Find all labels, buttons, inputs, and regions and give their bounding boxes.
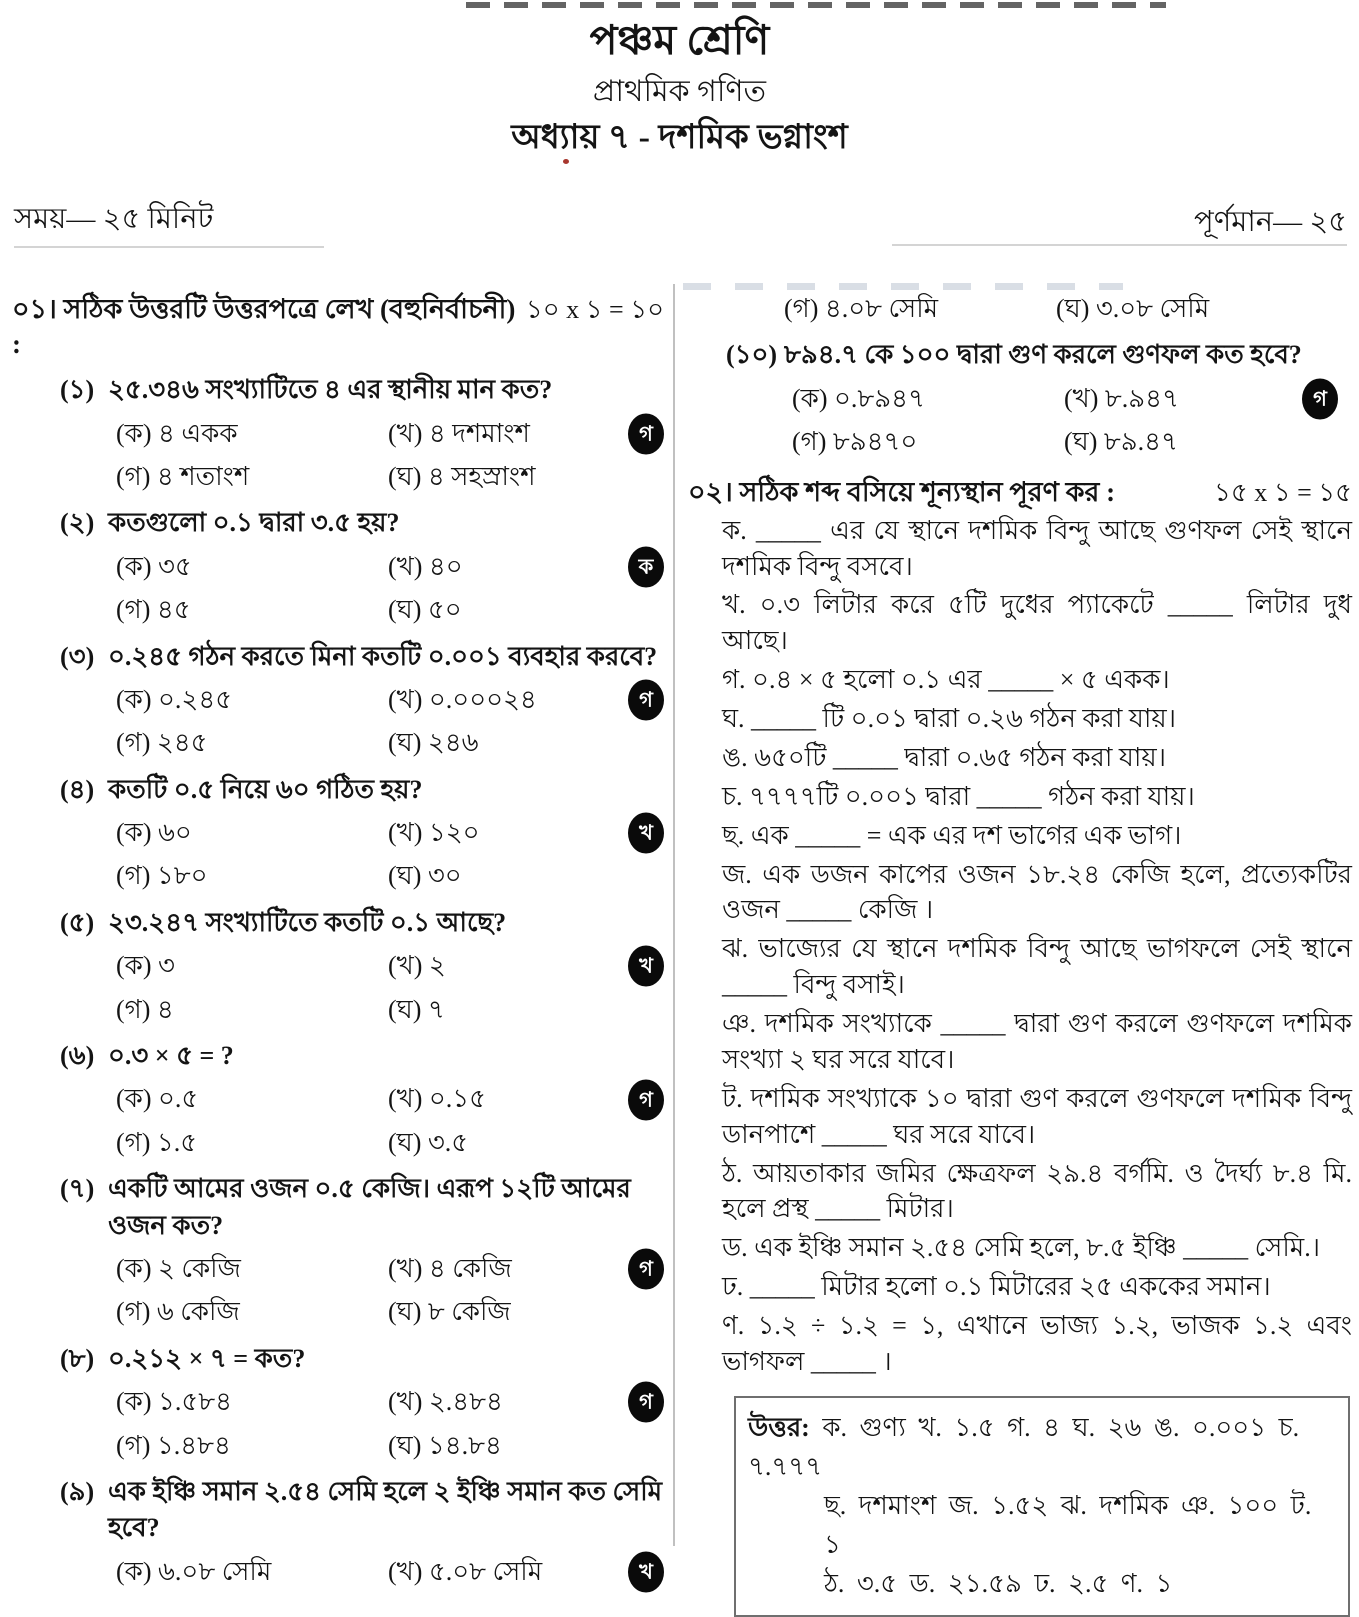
options-row (792, 381, 1352, 417)
answer-key-box (734, 1396, 1350, 1617)
scan-artifact-red-dot (563, 159, 569, 164)
answer-line: ঠ. ৩.৫ ড. ২১.৫৯ ঢ. ২.৫ ণ. ১ (824, 1568, 1173, 1598)
fill-item-ka: ক. _____ এর যে স্থানে দশমিক বিন্দু আছে গুণফল সেই স্থানে দশমিক বিন্দু বসবে। (722, 515, 1352, 581)
question-number: (৪) (60, 774, 95, 804)
section2-heading-row (688, 475, 1352, 510)
answer-badge: গ (628, 680, 664, 721)
options-row (116, 1554, 664, 1590)
options-row (116, 592, 664, 628)
fill-item-dha: ঢ. _____ মিটার হলো ০.১ মিটারের ২৫ এককের সমান। (722, 1272, 1271, 1302)
option: (ঘ) ৪ সহস্রাংশ (388, 461, 536, 491)
question-2 (12, 505, 664, 628)
answer-badge: গ (628, 1079, 664, 1120)
option: (গ) ১.৫ (116, 1127, 198, 1157)
answer-badge: গ (628, 1382, 664, 1423)
option: (ঘ) ৩০ (388, 861, 462, 891)
option: (খ) ১২০ (388, 818, 480, 848)
question-number: (৬) (60, 1041, 95, 1071)
option: (খ) ৮.৯৪৭ (1064, 383, 1179, 413)
right-column (688, 289, 1352, 1617)
fill-item-tha: ঠ. আয়তাকার জমির ক্ষেত্রফল ২৯.৪ বর্গমি. ও দৈর্ঘ্য ৮.৪ মি. হলে প্রস্থ _____ মিটার। (722, 1158, 1352, 1224)
question-text: কতটি ০.৫ নিয়ে ৬০ গঠিত হয়? (108, 774, 423, 804)
option: (ক) ৪ একক (116, 418, 238, 448)
options-row (116, 549, 664, 585)
option: (ক) ৩৫ (116, 551, 192, 581)
options-row (116, 1294, 664, 1330)
question-number: (৭) (60, 1174, 95, 1204)
option: (ক) ০.৫ (116, 1084, 199, 1114)
question-number: (১০) (726, 340, 778, 370)
option: (ঘ) ৮৯.৪৭ (1064, 427, 1178, 457)
section1-heading-row (12, 292, 664, 362)
question-5 (12, 905, 664, 1028)
option: (ক) ৩ (116, 951, 175, 981)
option: (ঘ) ৩.০৮ সেমি (1056, 294, 1210, 323)
section2-marks: ১৫ x ১ = ১৫ (1213, 477, 1352, 507)
question-3 (12, 639, 664, 762)
question-number: (৯) (60, 1476, 95, 1506)
options-row (116, 1428, 664, 1464)
option: (ক) ২ কেজি (116, 1254, 241, 1283)
question-text: কতগুলো ০.১ দ্বারা ৩.৫ হয়? (108, 508, 400, 538)
answer-line (748, 1408, 1336, 1486)
answer-badge: গ (628, 1249, 664, 1290)
fill-item-na: ণ. ১.২ ÷ ১.২ = ১, এখানে ভাজ্য ১.২, ভাজক ১.২ এবং ভাগফল _____ । (722, 1311, 1352, 1376)
fill-item-ja: জ. এক ডজন কাপের ওজন ১৮.২৪ কেজি হলে, প্রত্যেকটির ওজন _____ কেজি । (722, 859, 1352, 925)
fill-item-jha: ঝ. ভাজ্যের যে স্থানে দশমিক বিন্দু আছে ভাগফলে সেই স্থানে _____ বিন্দু বসাই। (722, 934, 1352, 1000)
options-row (116, 1251, 664, 1287)
option: (খ) ৪ কেজি (388, 1254, 512, 1283)
option: (ক) ০.২৪৫ (116, 684, 233, 714)
right-underline (892, 244, 1347, 246)
fill-item-kha: খ. ০.৩ লিটার করে ৫টি দুধের প্যাকেটে _____ লিটার দুধ আছে। (722, 590, 1352, 656)
column-divider (673, 284, 675, 1546)
mcq-section (12, 292, 664, 1590)
fill-item-chha: ছ. এক _____ = এক এর দশ ভাগের এক ভাগ। (722, 820, 1182, 850)
options-row (116, 1384, 664, 1420)
fill-item-da: ড. এক ইঞ্চি সমান ২.৫৪ সেমি হলে, ৮.৫ ইঞ্চি _____ সেমি.। (722, 1233, 1321, 1263)
fill-item-ga: গ. ০.৪ × ৫ হলো ০.১ এর _____ × ৫ একক। (722, 665, 1170, 695)
option: (খ) ৪ দশমাংশ (388, 418, 530, 448)
question-text: এক ইঞ্চি সমান ২.৫৪ সেমি হলে ২ ইঞ্চি সমান কত সেমি হবে? (108, 1476, 663, 1543)
answer-badge: গ (1302, 378, 1338, 419)
option: (ঘ) ৮ কেজি (388, 1297, 511, 1327)
answer-badge: খ (628, 946, 664, 987)
options-row (116, 815, 664, 851)
option: (খ) ০.১৫ (388, 1084, 487, 1114)
option: (ক) ১.৫৮৪ (116, 1387, 232, 1417)
options-row (116, 948, 664, 984)
option: (খ) ২ (388, 951, 446, 981)
option: (ঘ) ৩.৫ (388, 1127, 469, 1157)
question-8 (12, 1341, 664, 1464)
page-header (0, 16, 1359, 159)
question-number: (৩) (60, 641, 95, 671)
full-marks: পূর্ণমান— ২৫ (1194, 206, 1347, 238)
fill-item-cha: চ. ৭৭৭৭টি ০.০০১ দ্বারা _____ গঠন করা যায়। (722, 781, 1195, 811)
options-row (116, 725, 664, 761)
option: (গ) ৪ (116, 994, 174, 1024)
option: (গ) ৬ কেজি (116, 1297, 240, 1327)
option: (গ) ১৮০ (116, 861, 208, 891)
option: (গ) ২৪৫ (116, 728, 208, 758)
option: (ক) ৬.০৮ সেমি (116, 1556, 272, 1586)
answer-badge: খ (628, 1551, 664, 1592)
section1-title: ০১। সঠিক উত্তরটি উত্তরপত্রে লেখ (বহুনির্বাচনী) : (12, 294, 516, 360)
options-row (116, 459, 664, 495)
section1-marks: ১০ x ১ = ১০ (525, 295, 664, 324)
option: (খ) ২.৪৮৪ (388, 1387, 503, 1417)
answer-values: ক. গুণ্য খ. ১.৫ গ. ৪ ঘ. ২৬ ঙ. ০.০০১ চ. ৭.৭৭৭ (748, 1412, 1300, 1481)
option: (ক) ০.৮৯৪৭ (792, 383, 925, 413)
scan-artifact-top-dashes (466, 2, 1166, 8)
question-1 (12, 372, 664, 495)
question-7 (12, 1171, 664, 1331)
option: (ঘ) ২৪৬ (388, 728, 479, 758)
fill-item-uma: ঙ. ৬৫০টি _____ দ্বারা ০.৬৫ গঠন করা যায়। (722, 742, 1166, 772)
option: (খ) ০.০০০২৪ (388, 684, 537, 714)
question-text: ০.২১২ × ৭ = কত? (108, 1343, 306, 1373)
time-allowed: সময়— ২৫ মিনিট (14, 203, 214, 235)
option: (খ) ৪০ (388, 551, 463, 581)
option: (গ) ১.৪৮৪ (116, 1430, 231, 1460)
answer-badge: ক (628, 546, 664, 587)
option: (গ) ৪ শতাংশ (116, 461, 250, 491)
options-row (116, 682, 664, 718)
fill-item-gha: ঘ. _____ টি ০.০১ দ্বারা ০.২৬ গঠন করা যায়। (722, 704, 1177, 734)
options-row (116, 416, 664, 452)
option: (গ) ৮৯৪৭০ (792, 427, 918, 457)
question-text: একটি আমের ওজন ০.৫ কেজি। এরূপ ১২টি আমের ওজন কত? (108, 1174, 631, 1240)
question-text: ৮৯৪.৭ কে ১০০ দ্বারা গুণ করলে গুণফল কত হবে? (784, 340, 1302, 370)
options-row (116, 858, 664, 894)
option: (গ) ৪৫ (116, 595, 191, 625)
question-number: (৮) (60, 1343, 95, 1373)
subject-title: প্রাথমিক গণিত (592, 75, 767, 109)
chapter-title: অধ্যায় ৭ - দশমিক ভগ্নাংশ (511, 119, 848, 157)
options-row (116, 1081, 664, 1117)
question-4 (12, 772, 664, 895)
options-row (116, 1125, 664, 1161)
question-number: (১) (60, 375, 95, 405)
question-text: ০.৩ × ৫ = ? (108, 1041, 234, 1071)
question-9 (12, 1474, 664, 1590)
question-text: ২৩.২৪৭ সংখ্যাটিতে কতটি ০.১ আছে? (108, 907, 507, 937)
question-text: ০.২৪৫ গঠন করতে মিনা কতটি ০.০০১ ব্যবহার করবে? (108, 641, 658, 671)
option: (খ) ৫.০৮ সেমি (388, 1556, 543, 1586)
question-10 (688, 337, 1352, 460)
question-text: ২৫.৩৪৬ সংখ্যাটিতে ৪ এর স্থানীয় মান কত? (108, 375, 553, 405)
fill-item-nyo: ঞ. দশমিক সংখ্যাকে _____ দ্বারা গুণ করলে গুণফলে দশমিক সংখ্যা ২ ঘর সরে যাবে। (722, 1009, 1352, 1074)
answer-line: ছ. দশমাংশ জ. ১.৫২ ঝ. দশমিক ঞ. ১০০ ট. ১ (824, 1490, 1312, 1559)
answer-badge: গ (628, 413, 664, 454)
question-9-options-continued (784, 291, 1352, 327)
class-title: পঞ্চম শ্রেণি (589, 17, 770, 63)
fill-item-ta: ট. দশমিক সংখ্যাকে ১০ দ্বারা গুণ করলে গুণফলে দশমিক বিন্দু ডানপাশে _____ ঘর সরে যাবে। (722, 1083, 1352, 1149)
options-row (116, 992, 664, 1028)
answer-label: উত্তর: (748, 1412, 810, 1442)
question-number: (২) (60, 508, 95, 538)
section2-title: ০২। সঠিক শব্দ বসিয়ে শূন্যস্থান পূরণ কর : (688, 476, 1116, 507)
option: (ঘ) ৫০ (388, 595, 462, 625)
option: (গ) ৪.০৮ সেমি (784, 294, 939, 323)
answer-badge: খ (628, 813, 664, 854)
question-number: (৫) (60, 907, 95, 937)
left-underline (14, 246, 324, 248)
option: (ঘ) ১৪.৮৪ (388, 1430, 502, 1460)
question-6 (12, 1038, 664, 1161)
option: (ক) ৬০ (116, 818, 192, 848)
options-row (792, 424, 1352, 460)
option: (ঘ) ৭ (388, 994, 445, 1024)
